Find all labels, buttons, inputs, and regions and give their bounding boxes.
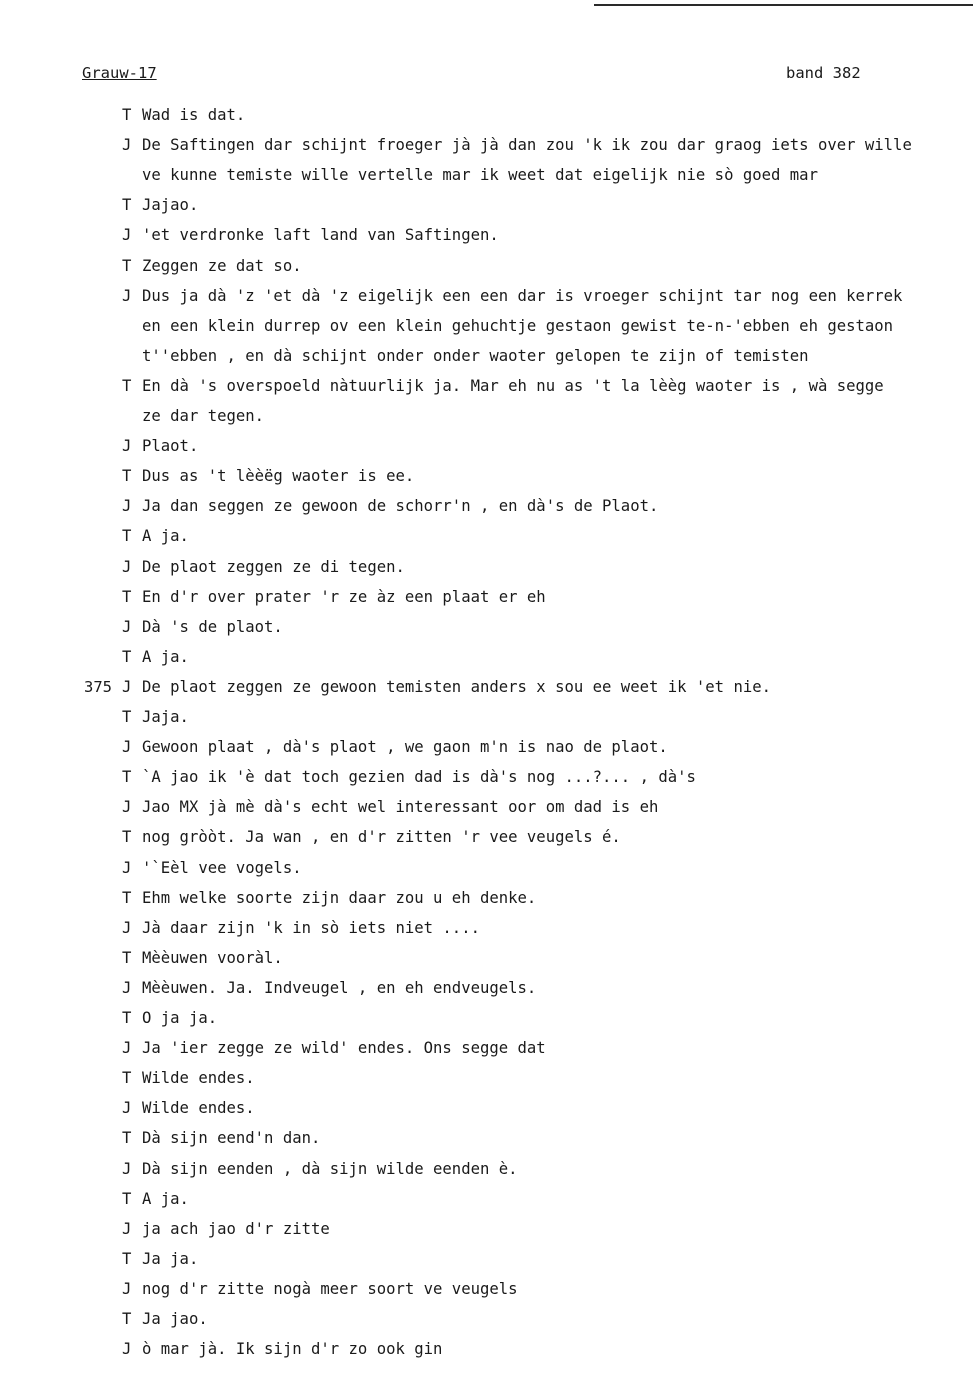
utterance-text: Plaot. <box>142 437 199 456</box>
speaker-label: J <box>122 978 132 997</box>
utterance-text: Dà sijn eend'n dan. <box>142 1129 321 1148</box>
utterance-text: Ja ja. <box>142 1249 199 1268</box>
utterance-text: 'et verdronke laft land van Saftingen. <box>142 226 499 245</box>
speaker-label: J <box>122 798 132 817</box>
utterance-text: Ja dan seggen ze gewoon de schorr'n , en dà's de Plaot. <box>142 497 659 516</box>
utterance-text: nog gròòt. Ja wan , en d'r zitten 'r vee veugels é. <box>142 828 621 847</box>
speaker-label: T <box>122 106 132 124</box>
utterance-text: Zeggen ze dat so. <box>142 256 302 275</box>
document-id: Grauw-17 <box>82 64 157 82</box>
utterance-text: En dà 's overspoeld nàtuurlijk ja. Mar eh nu as 't la lèèg waoter is , wà segge <box>142 376 884 395</box>
speaker-label: J <box>122 1340 132 1359</box>
utterance-text: A ja. <box>142 1189 189 1208</box>
speaker-label: J <box>122 497 132 516</box>
utterance-text: Dà sijn eenden , dà sijn wilde eenden è. <box>142 1159 518 1178</box>
speaker-label: J <box>122 1219 132 1238</box>
speaker-label: T <box>122 196 132 215</box>
utterance-text: Jao MX jà mè dà's echt wel interessant oor om dad is eh <box>142 798 659 817</box>
speaker-label: J <box>122 1159 132 1178</box>
utterance-text: O ja ja. <box>142 1009 218 1027</box>
speaker-label: T <box>122 768 132 787</box>
speaker-label: J <box>122 1099 132 1118</box>
utterance-text: ò mar jà. Ik sijn d'r zo ook gin <box>142 1340 443 1359</box>
utterance-text: t''ebben , en dà schijnt onder onder waoter gelopen te zijn of temisten <box>142 346 809 365</box>
utterance-text: Jaja. <box>142 708 189 726</box>
speaker-label: J <box>122 226 132 245</box>
speaker-label: T <box>122 527 132 546</box>
utterance-text: Gewoon plaat , dà's plaot , we gaon m'n is nao de plaot. <box>142 738 668 757</box>
speaker-label: T <box>122 587 132 606</box>
utterance-text: en een klein durrep ov een klein gehuchtje gestaon gewist te-n-'ebben eh gestaon <box>142 316 894 335</box>
speaker-label: J <box>122 557 132 576</box>
utterance-text: Wilde endes. <box>142 1069 255 1088</box>
speaker-label: T <box>122 256 132 275</box>
utterance-text: Mèèuwen vooràl. <box>142 948 283 967</box>
speaker-label: T <box>122 708 132 726</box>
utterance-text: Mèèuwen. Ja. Indveugel , en eh endveugels. <box>142 978 537 997</box>
utterance-text: '`Eèl vee vogels. <box>142 858 302 877</box>
speaker-label: T <box>122 647 132 666</box>
utterance-text: De plaot zeggen ze di tegen. <box>142 557 405 576</box>
speaker-label: J <box>122 677 132 696</box>
speaker-label: T <box>122 467 132 486</box>
utterance-text: De Saftingen dar schijnt froeger jà jà dan zou 'k ik zou dar graog iets over wille <box>142 136 912 155</box>
speaker-label: T <box>122 1009 132 1027</box>
utterance-text: ve kunne temiste wille vertelle mar ik weet dat eigelijk nie sò goed mar <box>142 166 818 185</box>
speaker-label: T <box>122 1129 132 1148</box>
speaker-label: J <box>122 617 132 636</box>
margin-counter: 375 <box>84 677 112 696</box>
utterance-text: Wilde endes. <box>142 1099 255 1118</box>
speaker-label: J <box>122 738 132 757</box>
speaker-label: T <box>122 1310 132 1328</box>
speaker-label: J <box>122 858 132 877</box>
speaker-label: T <box>122 1069 132 1088</box>
speaker-label: T <box>122 1189 132 1208</box>
speaker-label: T <box>122 376 132 395</box>
utterance-text: nog d'r zitte nogà meer soort ve veugels <box>142 1279 518 1298</box>
utterance-text: Ehm welke soorte zijn daar zou u eh denke. <box>142 888 537 907</box>
speaker-label: J <box>122 136 132 155</box>
speaker-label: T <box>122 888 132 907</box>
utterance-text: Wad is dat. <box>142 106 246 124</box>
utterance-text: Dà 's de plaot. <box>142 617 283 636</box>
speaker-label: J <box>122 1279 132 1298</box>
speaker-label: J <box>122 437 132 456</box>
utterance-text: De plaot zeggen ze gewoon temisten anders x sou ee weet ik 'et nie. <box>142 677 772 696</box>
speaker-label: T <box>122 828 132 847</box>
utterance-text: `A jao ik 'è dat toch gezien dad is dà's nog ...?... , dà's <box>142 768 696 787</box>
utterance-text: A ja. <box>142 527 189 546</box>
utterance-text: A ja. <box>142 647 189 666</box>
utterance-text: ja ach jao d'r zitte <box>142 1219 330 1238</box>
speaker-label: T <box>122 1249 132 1268</box>
utterance-text: ze dar tegen. <box>142 407 265 425</box>
speaker-label: J <box>122 286 132 305</box>
tape-number: band 382 <box>786 64 861 82</box>
speaker-label: J <box>122 918 132 937</box>
utterance-text: Dus as 't lèèëg waoter is ee. <box>142 467 415 486</box>
utterance-text: En d'r over prater 'r ze àz een plaat er eh <box>142 587 546 606</box>
utterance-text: Ja 'ier zegge ze wild' endes. Ons segge dat <box>142 1039 546 1058</box>
speaker-label: J <box>122 1039 132 1058</box>
utterance-text: Jajao. <box>142 196 199 215</box>
top-rule <box>594 4 973 6</box>
speaker-label: T <box>122 948 132 967</box>
utterance-text: Ja jao. <box>142 1310 208 1328</box>
utterance-text: Dus ja dà 'z 'et dà 'z eigelijk een een dar is vroeger schijnt tar nog een kerrek <box>142 286 903 305</box>
utterance-text: Jà daar zijn 'k in sò iets niet .... <box>142 918 480 937</box>
